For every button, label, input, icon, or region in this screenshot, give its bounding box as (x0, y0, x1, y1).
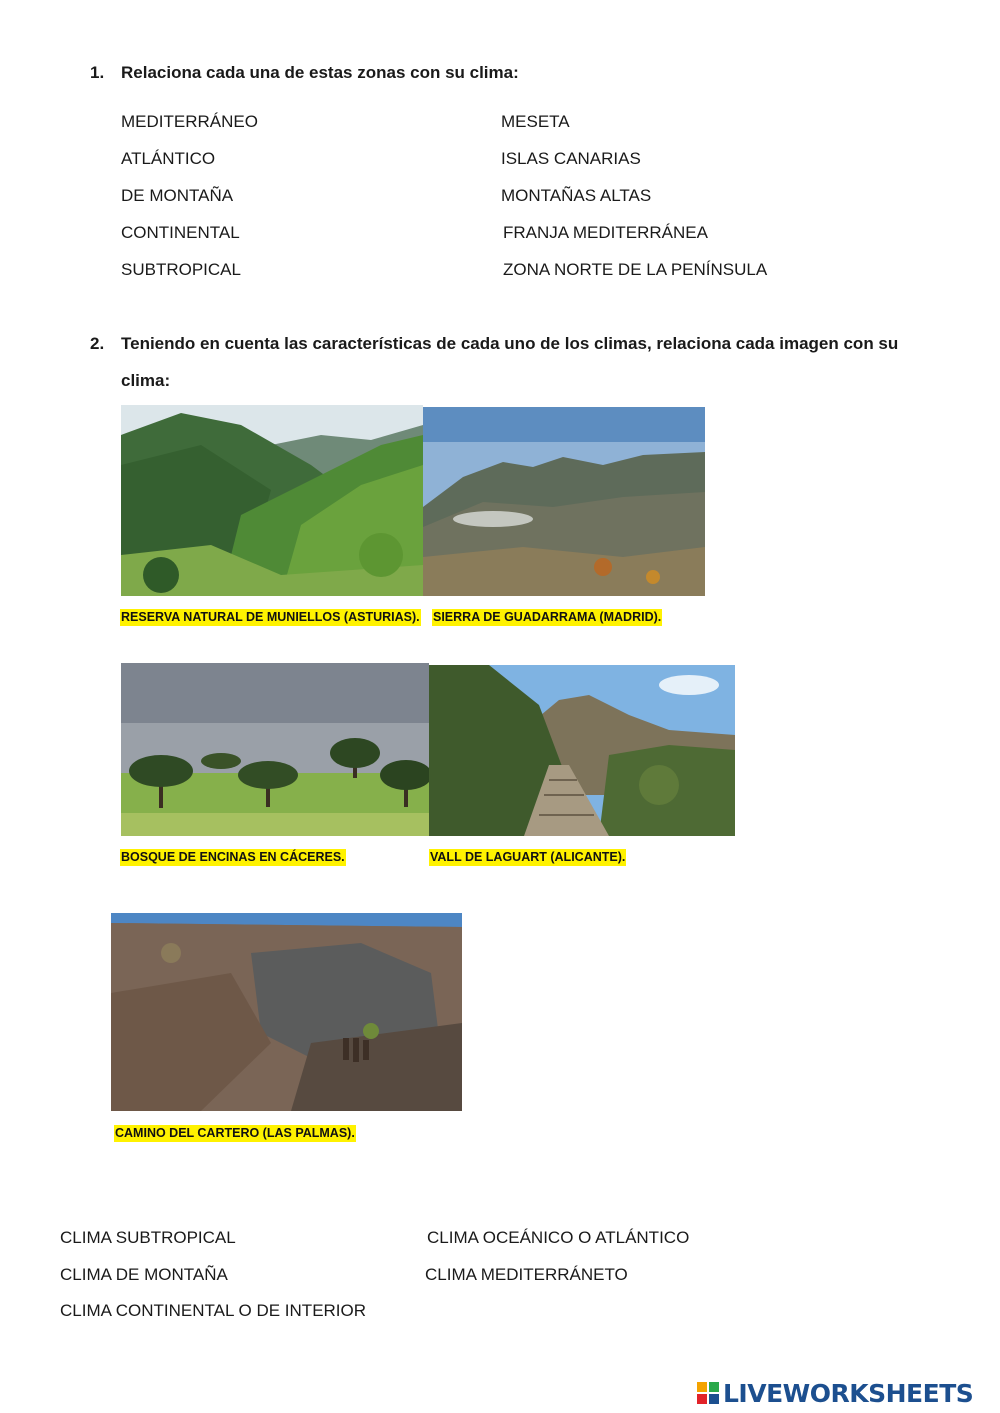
zone-item[interactable]: FRANJA MEDITERRÁNEA (503, 223, 708, 242)
zone-item[interactable]: ISLAS CANARIAS (501, 149, 641, 168)
photo-caption: BOSQUE DE ENCINAS EN CÁCERES. (121, 850, 345, 864)
logo-text: LIVEWORKSHEETS (723, 1378, 974, 1408)
climate-item[interactable]: CONTINENTAL (121, 223, 240, 242)
climate-item[interactable]: DE MONTAÑA (121, 186, 234, 205)
answer-option[interactable]: CLIMA OCEÁNICO O ATLÁNTICO (427, 1228, 690, 1247)
zone-item[interactable]: MESETA (501, 112, 570, 131)
stone-path-valley-photo (429, 665, 735, 836)
question-2-number: 2. (90, 334, 105, 353)
green-mountain-forest-photo (121, 405, 423, 596)
photo-caption: RESERVA NATURAL DE MUNIELLOS (ASTURIAS). (121, 610, 420, 624)
zone-item[interactable]: ZONA NORTE DE LA PENÍNSULA (503, 260, 768, 279)
answer-option[interactable]: CLIMA CONTINENTAL O DE INTERIOR (60, 1301, 367, 1320)
liveworksheets-logo (697, 1378, 973, 1408)
question-1-text: Relaciona cada una de estas zonas con su clima: (121, 63, 519, 82)
logo-square-icon (709, 1394, 719, 1404)
logo-square-icon (697, 1382, 707, 1392)
answer-option[interactable]: CLIMA MEDITERRÁNETO (425, 1265, 628, 1284)
photo-caption: VALL DE LAGUART (ALICANTE). (430, 850, 626, 864)
liveworksheets-logo-icon (697, 1382, 719, 1404)
oak-grassland-photo (121, 663, 429, 836)
logo-square-icon (697, 1394, 707, 1404)
logo-square-icon (709, 1382, 719, 1392)
volcanic-rock-slope-photo (111, 913, 462, 1111)
question-2-line-1: Teniendo en cuenta las características de cada uno de los climas, relaciona cada imagen con su (121, 334, 899, 353)
photo-caption: CAMINO DEL CARTERO (LAS PALMAS). (115, 1126, 355, 1140)
climate-item[interactable]: MEDITERRÁNEO (121, 112, 258, 131)
question-2-line-2: clima: (121, 371, 171, 390)
zone-item[interactable]: MONTAÑAS ALTAS (501, 186, 652, 205)
climate-item[interactable]: SUBTROPICAL (121, 260, 241, 279)
photo-caption: SIERRA DE GUADARRAMA (MADRID). (433, 610, 662, 624)
question-2 (90, 333, 930, 393)
climate-item[interactable]: ATLÁNTICO (121, 149, 216, 168)
rocky-sierra-photo (423, 407, 705, 596)
answer-option[interactable]: CLIMA SUBTROPICAL (60, 1228, 236, 1247)
answer-option[interactable]: CLIMA DE MONTAÑA (60, 1265, 228, 1284)
question-1-number: 1. (90, 63, 105, 82)
